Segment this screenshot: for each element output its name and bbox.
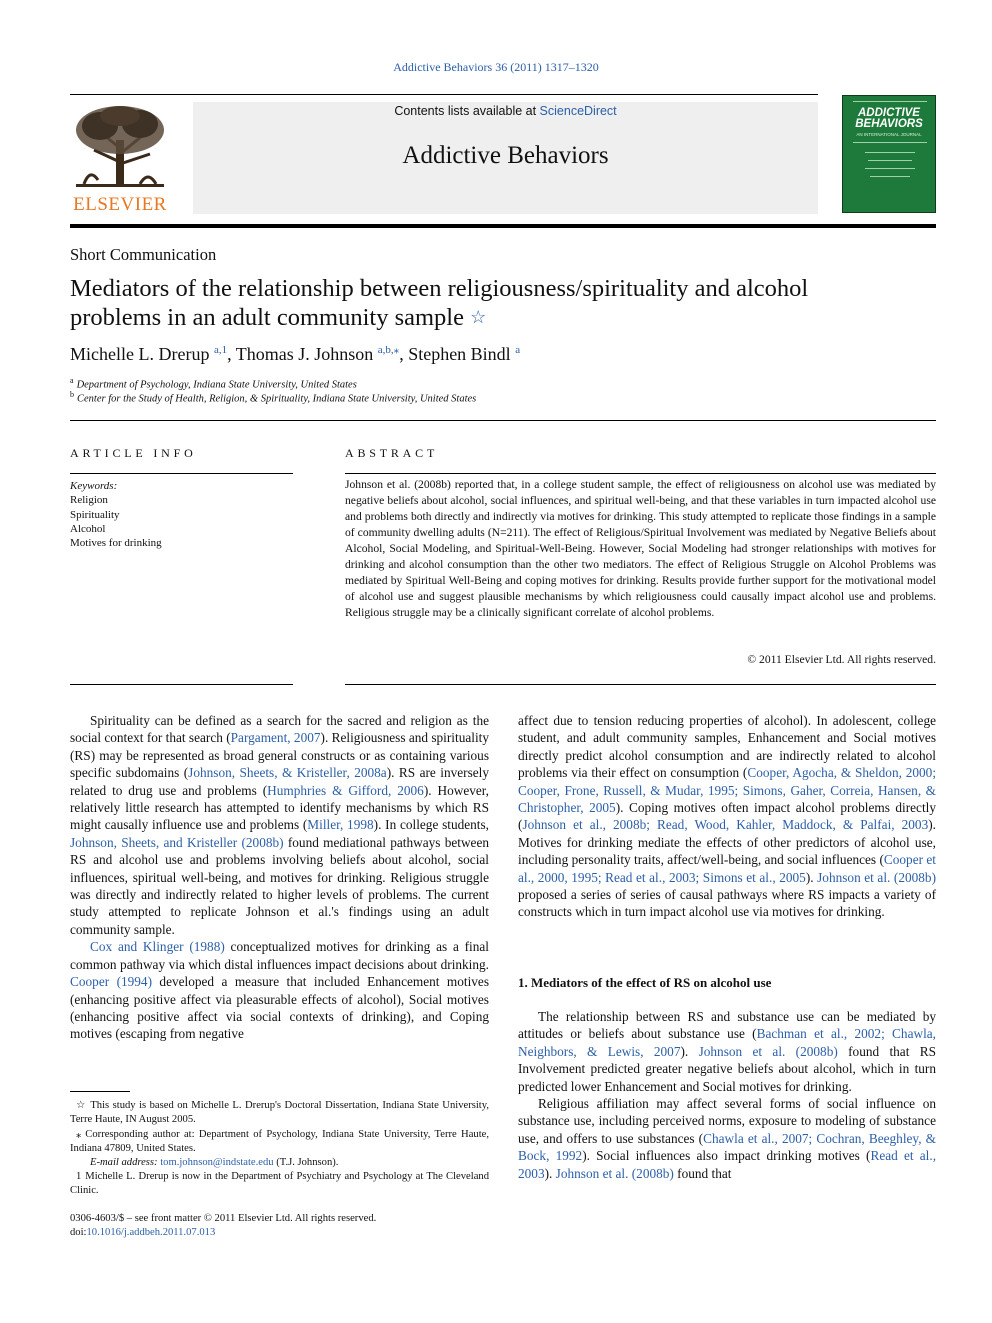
paragraph-text: ). In college students, [373,817,489,833]
article-info-bottom-rule [70,684,293,685]
keyword: Alcohol [70,523,106,535]
abstract-rule [345,473,936,474]
author-affiliation-marks[interactable]: a,1 [213,344,228,356]
footnote-one [70,1170,489,1199]
paragraph-text: found that [673,1165,732,1181]
citation-link[interactable]: Cox and Klinger (1988) [90,939,225,955]
citation-link[interactable]: Johnson, Sheets, and Kristeller (2008b) [70,834,284,850]
article-info-rule [70,473,293,474]
header-top-rule [70,94,818,95]
paragraph-text: ). RS are inversely related to drug use and problems ( [70,765,489,798]
elsevier-logo [70,102,170,214]
title-footnote-star-icon[interactable]: ☆ [470,307,487,327]
cover-rule [868,160,912,161]
paragraph-text: conceptualized motives for drinking as a final common pathway via which distal influences impact decisions about drinking. [70,939,489,972]
article-info-heading: ARTICLE INFO [70,446,197,460]
journal-citation-link[interactable]: Addictive Behaviors 36 (2011) 1317–1320 [393,60,599,74]
author-separator: , [399,344,409,364]
abstract-heading: ABSTRACT [345,446,439,460]
citation-link[interactable]: Johnson et al. (2008b) [555,1165,674,1181]
body-left-column [70,712,489,1043]
doi-label: doi: [70,1227,87,1238]
author-affiliation-marks[interactable]: a [515,344,521,356]
footnote-star [70,1099,489,1128]
citation-link[interactable]: Cooper et al., 2000, 1995; Read et al., 2003; Simons et al., 2005 [518,852,936,885]
body-right-column-bottom [518,1008,936,1182]
paragraph-text: found that RS Involvement predicted greater negative beliefs about alcohol, which in turn predicted lower Enhancement and Social motives for drinking. [518,1043,937,1094]
paragraph-text: ). [544,1165,556,1181]
author-name: Michelle L. Drerup [70,344,210,364]
cover-subtitle: AN INTERNATIONAL JOURNAL [856,132,922,137]
citation-link[interactable]: Pargament, 2007 [230,730,321,746]
paragraph-text: found mediational pathways between RS and alcohol use and problems involving beliefs about alcohol, social influences, spiritual well-being, and motives for drinking. Religious struggle was directly and indirectly related to higher levels of problems. The current study attempted to replicate Johnson et al.'s findings using an adult community sample. [70,834,489,937]
footnote-rule [70,1091,130,1092]
paragraph-text: Spirituality can be defined as a search for the sacred and religion as the social context for that search ( [70,713,489,746]
section-heading: 1. Mediators of the effect of RS on alcohol use [518,975,772,990]
sciencedirect-link[interactable]: ScienceDirect [539,104,617,118]
cover-title: ADDICTIVE BEHAVIORS [855,107,923,130]
affiliation-text: Department of Psychology, Indiana State University, United States [76,379,357,391]
paragraph-text: ). Motives for drinking mediate the effects of other predictors of alcohol use, including personality traits, affect/well-being, and social influences ( [518,817,936,868]
footnote-email [70,1156,489,1170]
email-owner: (T.J. Johnson). [276,1157,339,1168]
author-list [70,343,520,365]
paragraph [518,712,936,921]
keyword: Religion [70,494,108,506]
citation-link[interactable]: Johnson et al. (2008b) [817,869,937,885]
affiliation [70,376,357,391]
paragraph-text: ). Coping motives often impact alcohol problems directly ( [518,800,936,833]
keywords-label: Keywords: [70,480,118,492]
article-type: Short Communication [70,245,217,264]
contents-availability [193,104,818,118]
citation-link[interactable]: Bachman et al., 2002; Chawla, Neighbors, & Lewis, 2007 [518,1026,936,1059]
title-line: Mediators of the relationship between religiousness/spirituality and alcohol [70,275,809,302]
abstract-bottom-rule [345,684,936,685]
citation-link[interactable]: Johnson et al. (2008b) [698,1043,838,1059]
cover-rule [865,152,915,153]
cover-rule [853,101,927,102]
header-bottom-rule [70,224,936,228]
keyword: Motives for drinking [70,537,162,549]
paragraph-text: developed a measure that included Enhancement motives (enhancing positive affect via pleasurable effects of alcohol), Social motives (enhancing positive affect via social contexts of drinking), and Coping motives (escaping from negative [70,974,489,1042]
cover-rule [865,168,915,169]
journal-cover-thumbnail[interactable] [842,95,936,213]
citation-link[interactable]: Johnson, Sheets, & Kristeller, 2008a [188,765,387,781]
author-separator: , [227,344,236,364]
footnote-text: Corresponding author at: Department of Psychology, Indiana State University, Terre Haute, Indiana 47809, United States. [70,1129,489,1155]
title-block-rule [70,420,936,421]
cover-rule [870,176,910,177]
doi-link[interactable]: 10.1016/j.addbeh.2011.07.013 [86,1227,216,1238]
author-name: Stephen Bindl [408,344,511,364]
author-affiliation-marks[interactable]: a,b,⁎ [377,344,400,356]
journal-title: Addictive Behaviors [402,142,609,169]
affiliation-text: Center for the Study of Health, Religion, & Spirituality, Indiana State University, United States [77,393,477,405]
keyword: Spirituality [70,509,120,521]
paragraph [518,1095,936,1182]
paragraph-text: proposed a series of series of causal pathways where RS impacts a variety of constructs which in turn impact alcohol use via motives for drinking. [518,887,936,920]
elsevier-wordmark: ELSEVIER [73,194,167,215]
title-line [70,303,930,332]
paragraph-text: ). However, relatively little research has attempted to identify mechanisms by which RS might causally influence use and problems ( [70,782,489,833]
paragraph-text: ). Social influences also impact drinking motives ( [582,1148,871,1164]
footnote-text: Michelle L. Drerup is now in the Department of Psychiatry and Psychology at The Cleveland Clinic. [70,1171,489,1197]
abstract-text: Johnson et al. (2008b) reported that, in a college student sample, the effect of religiousness on alcohol use was mediated by negative beliefs about alcohol, social influences, and spiritual well-being, and that these variables in turn impacted alcohol use and problems both directly and indirectly via motives for drinking. This study attempted to replicate those findings in a sample of community dwelling adults (N=211). The effect of Religious/Spiritual Involvement was mediated by Negative Beliefs about Alcohol, Social Modeling, and Spiritual-Well-Being. However, Social Modeling had stronger relationships with motives for drinking and alcohol consumption than the other two mediators. The effect of Religious Struggle on Alcohol Problems was mediated by Spiritual Well-Being and coping motives for drinking. Results provide further support for the motivational model of alcohol use and suggest plausible mechanisms by which religiousness could causally impact alcohol use and problems. Religious struggle may be a clinically significant correlate of alcohol problems. [345,478,936,619]
title-line-text: problems in an adult community sample [70,304,464,331]
paragraph-text: ). [805,869,818,885]
paragraph-text: affect due to tension reducing properties of alcohol). In adolescent, college student, and adult community samples, Enhancement and Social motives directly predict alcohol consumption and are indirectly related to alcohol problems via their effect on consumption ( [518,713,936,781]
issn-line: 0306-4603/$ – see front matter © 2011 Elsevier Ltd. All rights reserved. [70,1213,377,1224]
footnote-star-icon: ☆ [76,1100,87,1111]
corresponding-asterisk-icon: ⁎ [76,1129,82,1140]
paragraph [70,712,489,938]
email-link[interactable]: tom.johnson@indstate.edu [160,1157,274,1168]
affiliation-mark: a [70,376,74,385]
cover-rule [853,142,927,143]
footnote-mark: 1 [76,1171,82,1182]
journal-citation[interactable] [0,60,992,75]
footnote-corresponding [70,1128,489,1157]
affiliation [70,390,476,405]
abstract-copyright: © 2011 Elsevier Ltd. All rights reserved. [747,653,936,666]
paragraph-text: ). [680,1043,699,1059]
paragraph [70,938,489,1042]
author-name: Thomas J. Johnson [235,344,374,364]
email-label: E-mail address: [90,1157,158,1168]
article-title [70,274,930,332]
doi-line [70,1227,215,1238]
paragraph-text: ). Religiousness and spirituality (RS) may be represented as broad general constructs or as containing various specific subdomains ( [70,730,489,781]
paragraph [518,1008,936,1095]
affiliation-mark: b [70,390,74,399]
footnote-text: This study is based on Michelle L. Drerup's Doctoral Dissertation, Indiana State University, Terre Haute, IN August 2005. [70,1100,489,1126]
citation-link[interactable]: Johnson et al., 2008b; Read, Wood, Kahler, Maddock, & Palfai, 2003 [522,817,929,833]
citation-link[interactable]: Cooper, Agocha, & Sheldon, 2000; Cooper, Frone, Russell, & Mudar, 1995; Simons, Gaher, Correia, Hansen, & Christopher, 2005 [518,765,937,816]
paragraph-text: The relationship between RS and substance use can be mediated by attitudes or beliefs about substance use ( [518,1009,936,1042]
citation-link[interactable]: Humphries & Gifford, 2006 [267,782,424,798]
contents-text: Contents lists available at [394,104,540,118]
citation-link[interactable]: Miller, 1998 [307,817,374,833]
body-right-column-top [518,712,936,921]
citation-link[interactable]: Cooper (1994) [70,974,153,990]
paragraph-text: Religious affiliation may affect several forms of social influence on substance use, including perceived norms, exposure to modeling of substance use, and offers to use substances ( [518,1096,936,1146]
citation-link[interactable]: Read et al., 2003 [518,1148,937,1181]
citation-link[interactable]: Chawla et al., 2007; Cochran, Beeghley, & Bock, 1992 [518,1130,936,1164]
